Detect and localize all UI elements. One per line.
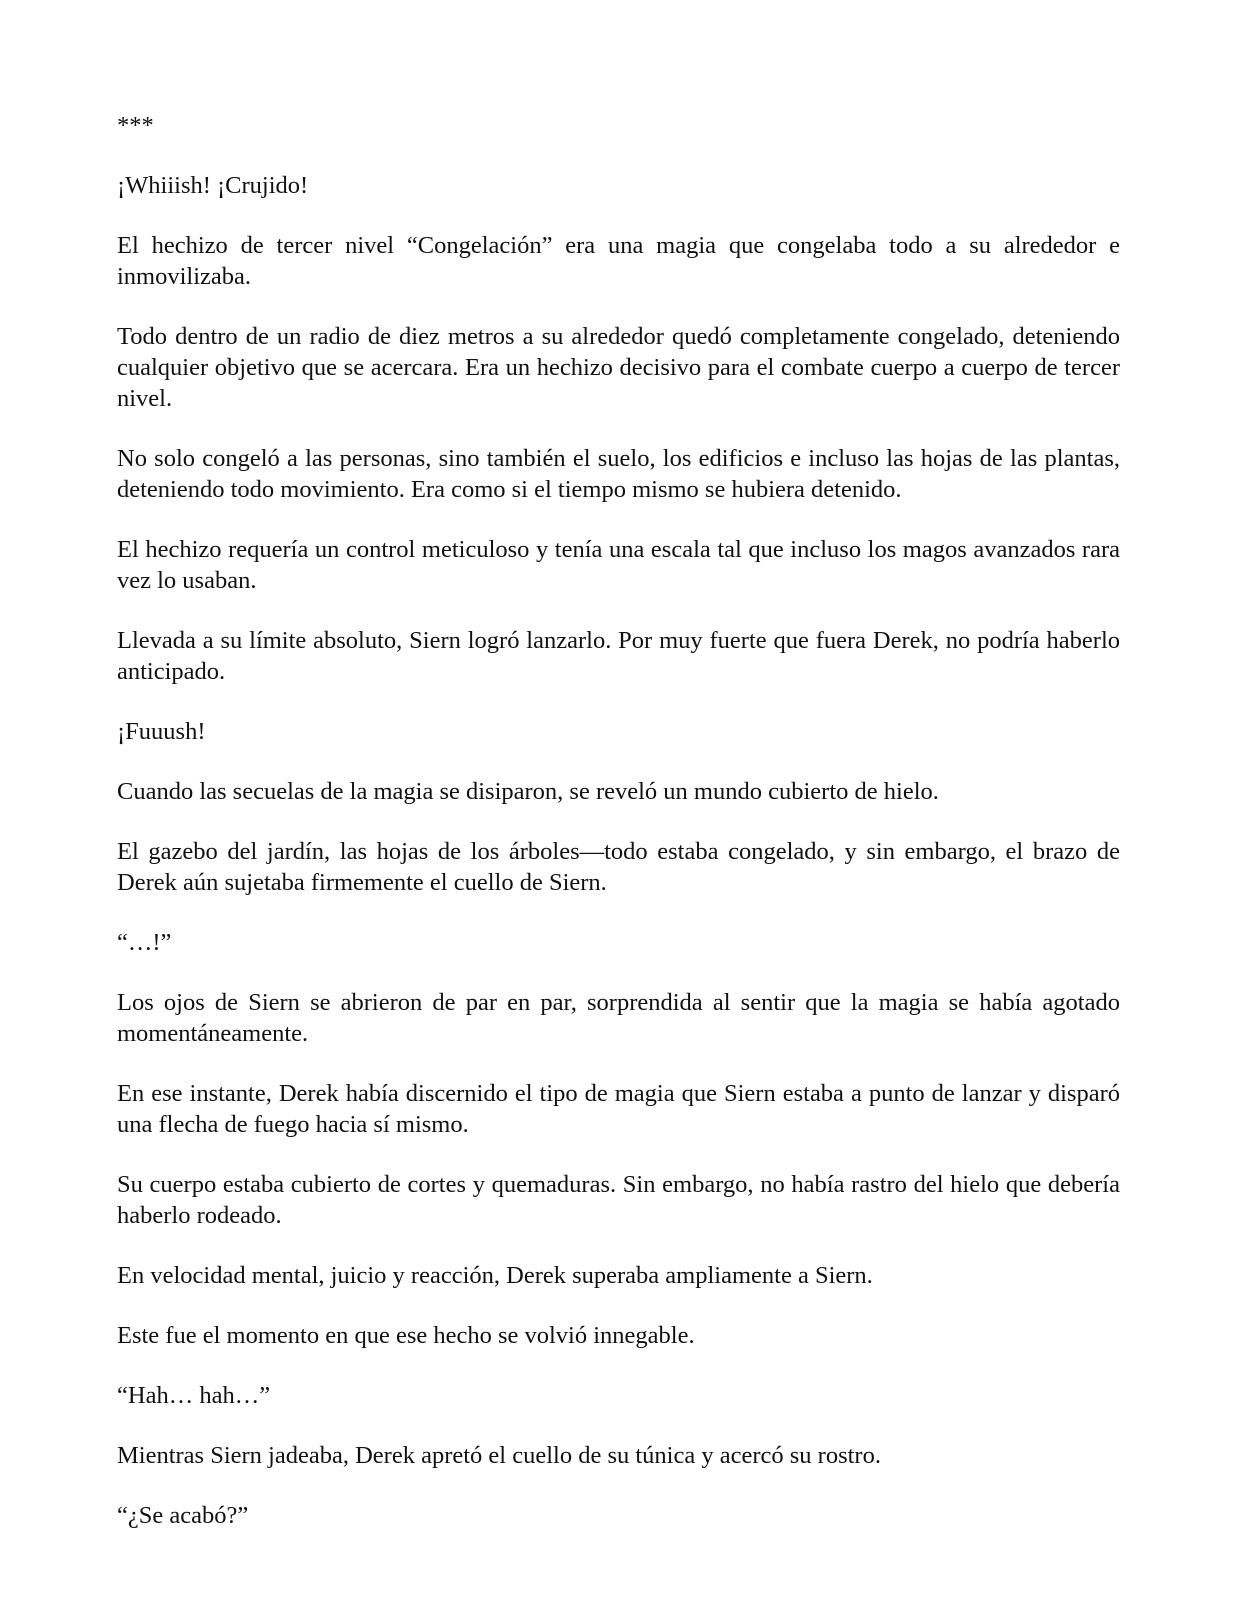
- document-page: [117, 110, 1120, 1560]
- paragraph: Su cuerpo estaba cubierto de cortes y quemaduras. Sin embargo, no había rastro del hielo que debería haberlo rodeado.: [117, 1171, 1120, 1229]
- paragraph: “¿Se acabó?”: [117, 1502, 249, 1529]
- scene-break: ***: [117, 112, 154, 139]
- paragraph: Este fue el momento en que ese hecho se volvió innegable.: [117, 1322, 695, 1349]
- paragraph: En ese instante, Derek había discernido el tipo de magia que Siern estaba a punto de lanzar y disparó una flecha de fuego hacia sí mismo.: [117, 1080, 1120, 1138]
- paragraph: El hechizo requería un control meticuloso y tenía una escala tal que incluso los magos avanzados rara vez lo usaban.: [117, 536, 1120, 594]
- paragraph: “Hah… hah…”: [117, 1382, 271, 1409]
- paragraph: “…!”: [117, 929, 172, 956]
- paragraph: Cuando las secuelas de la magia se disiparon, se reveló un mundo cubierto de hielo.: [117, 778, 939, 805]
- paragraph: El gazebo del jardín, las hojas de los árboles—todo estaba congelado, y sin embargo, el brazo de Derek aún sujetaba firmemente el cuello de Siern.: [117, 838, 1120, 896]
- paragraph: Llevada a su límite absoluto, Siern logró lanzarlo. Por muy fuerte que fuera Derek, no podría haberlo anticipado.: [117, 627, 1120, 685]
- paragraph: No solo congeló a las personas, sino también el suelo, los edificios e incluso las hojas de las plantas, deteniendo todo movimiento. Era como si el tiempo mismo se hubiera detenido.: [117, 445, 1120, 503]
- paragraph: Mientras Siern jadeaba, Derek apretó el cuello de su túnica y acercó su rostro.: [117, 1442, 881, 1469]
- paragraph: ¡Fuuush!: [117, 718, 206, 745]
- paragraph: ¡Whiiish! ¡Crujido!: [117, 172, 309, 199]
- paragraph: Los ojos de Siern se abrieron de par en par, sorprendida al sentir que la magia se había agotado momentáneamente.: [117, 989, 1120, 1047]
- paragraph: Todo dentro de un radio de diez metros a su alrededor quedó completamente congelado, deteniendo cualquier objetivo que se acercara. Era un hechizo decisivo para el combate cuerpo a cuerpo de tercer nivel.: [117, 323, 1120, 412]
- paragraph: El hechizo de tercer nivel “Congelación” era una magia que congelaba todo a su alrededor e inmovilizaba.: [117, 232, 1120, 290]
- paragraph: En velocidad mental, juicio y reacción, Derek superaba ampliamente a Siern.: [117, 1262, 873, 1289]
